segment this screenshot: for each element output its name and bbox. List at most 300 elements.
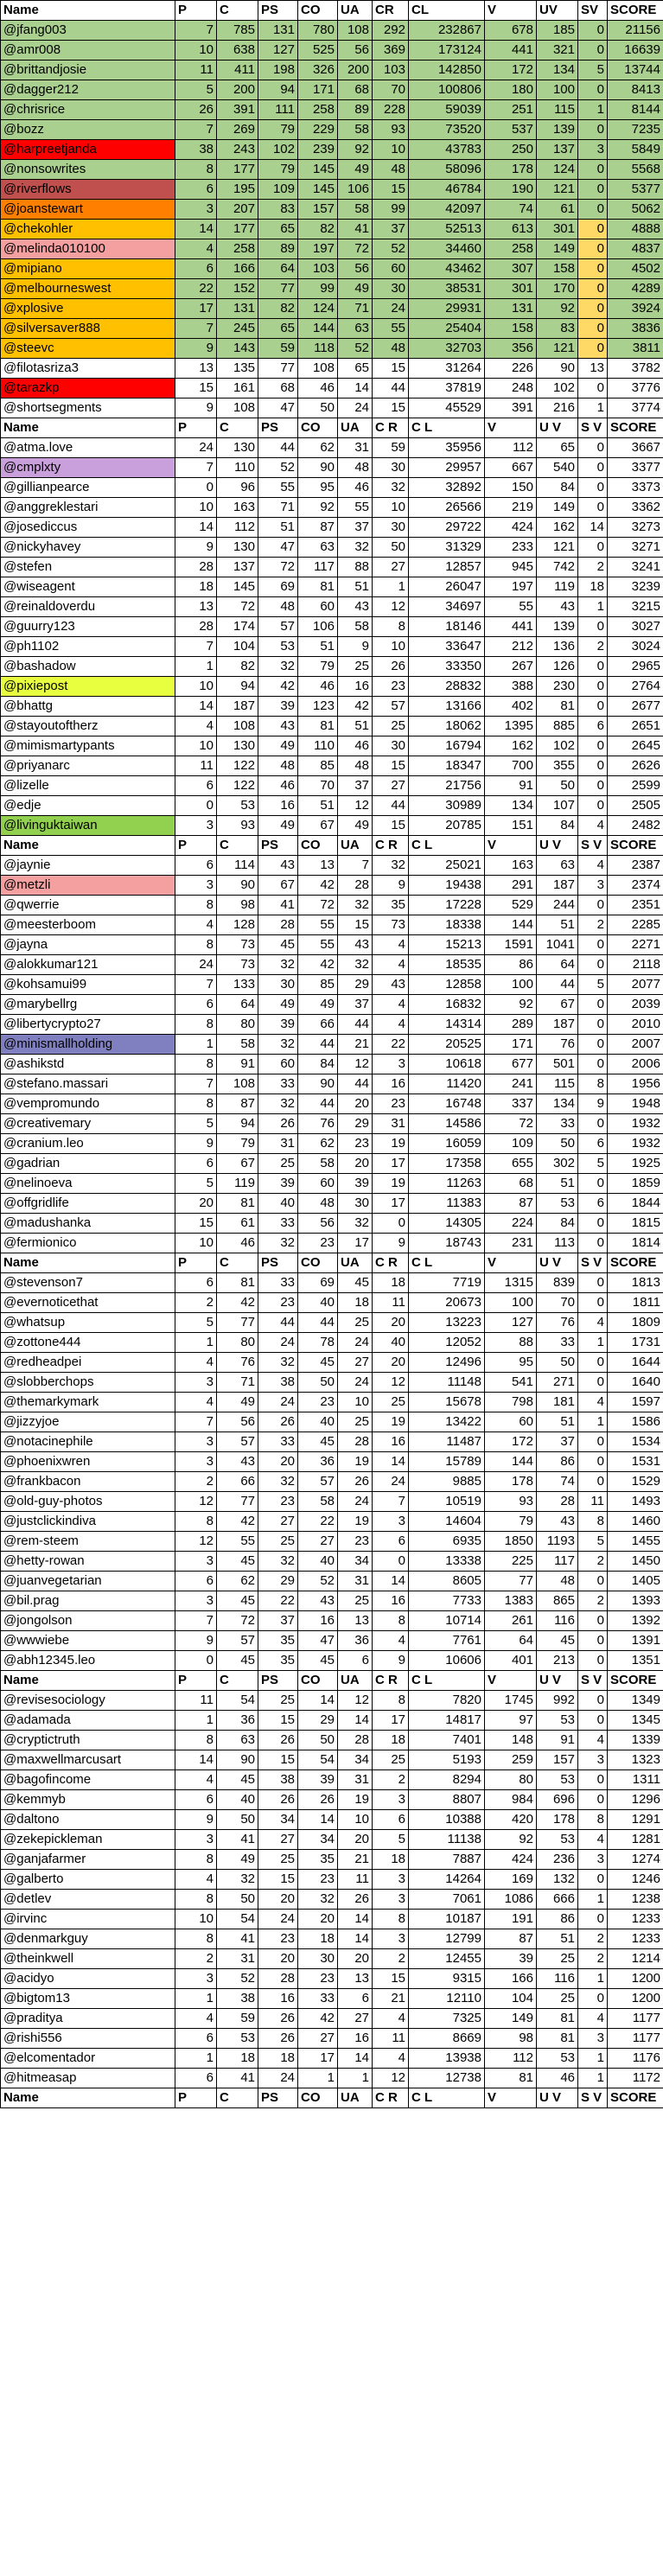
cell-sv: 1: [578, 2069, 608, 2088]
column-header-cl: C L: [409, 1671, 485, 1691]
cell-v: 613: [485, 220, 537, 239]
cell-co: 52: [298, 1572, 338, 1591]
cell-p: 7: [175, 1611, 217, 1631]
cell-v: 81: [485, 2069, 537, 2088]
cell-sv: 0: [578, 1273, 608, 1293]
username-cell: @cryptictruth: [1, 1731, 175, 1750]
username-cell: @theinkwell: [1, 1949, 175, 1969]
cell-ua: 36: [338, 1631, 373, 1651]
cell-cr: 8: [373, 1910, 409, 1929]
cell-ua: 39: [338, 1174, 373, 1194]
cell-ps: 22: [258, 1591, 298, 1611]
cell-c: 62: [217, 1572, 258, 1591]
cell-uv: 74: [537, 1472, 578, 1492]
cell-score: 3924: [608, 299, 663, 319]
cell-p: 14: [175, 220, 217, 239]
cell-cr: 3: [373, 1870, 409, 1890]
cell-co: 118: [298, 339, 338, 359]
table-row: [1, 955, 663, 975]
cell-score: 3024: [608, 637, 663, 657]
cell-cr: 14: [373, 1452, 409, 1472]
cell-co: 32: [298, 1890, 338, 1910]
cell-p: 6: [175, 1790, 217, 1810]
column-header-score: SCORE: [608, 836, 663, 856]
table-row: [1, 1969, 663, 1989]
column-header-ps: PS: [258, 1671, 298, 1691]
cell-v: 149: [485, 2009, 537, 2029]
cell-c: 411: [217, 61, 258, 80]
cell-cl: 14817: [409, 1711, 485, 1731]
table-row: [1, 1572, 663, 1591]
cell-uv: 185: [537, 21, 578, 41]
cell-ua: 44: [338, 1015, 373, 1035]
cell-sv: 0: [578, 319, 608, 339]
cell-ua: 19: [338, 1790, 373, 1810]
table-row: [1, 1790, 663, 1810]
cell-sv: 0: [578, 160, 608, 180]
table-row: [1, 876, 663, 896]
cell-p: 1: [175, 1711, 217, 1731]
table-row: [1, 1890, 663, 1910]
cell-uv: 51: [537, 1412, 578, 1432]
table-row: [1, 1929, 663, 1949]
cell-p: 3: [175, 816, 217, 836]
cell-sv: 0: [578, 1293, 608, 1313]
cell-cl: 13338: [409, 1552, 485, 1572]
cell-cr: 18: [373, 1731, 409, 1750]
cell-ps: 49: [258, 816, 298, 836]
cell-uv: 84: [537, 1214, 578, 1234]
username-cell: @silversaver888: [1, 319, 175, 339]
cell-uv: 302: [537, 1154, 578, 1174]
cell-cr: 1: [373, 577, 409, 597]
cell-cl: 12455: [409, 1949, 485, 1969]
cell-ps: 42: [258, 677, 298, 697]
cell-uv: 53: [537, 1711, 578, 1731]
cell-uv: 50: [537, 1134, 578, 1154]
column-header-co: CO: [298, 1671, 338, 1691]
cell-sv: 0: [578, 279, 608, 299]
cell-cl: 9885: [409, 1472, 485, 1492]
table-row: [1, 1512, 663, 1532]
table-row: [1, 1234, 663, 1253]
cell-p: 13: [175, 597, 217, 617]
cell-v: 60: [485, 1412, 537, 1432]
cell-v: 212: [485, 637, 537, 657]
column-header-ua: UA: [338, 1671, 373, 1691]
cell-ua: 10: [338, 1393, 373, 1412]
column-header-cr: C R: [373, 1253, 409, 1273]
cell-score: 2271: [608, 935, 663, 955]
username-cell: @libertycrypto27: [1, 1015, 175, 1035]
cell-v: 1086: [485, 1890, 537, 1910]
cell-score: 3027: [608, 617, 663, 637]
cell-sv: 0: [578, 339, 608, 359]
cell-co: 70: [298, 776, 338, 796]
cell-v: 158: [485, 319, 537, 339]
cell-ps: 30: [258, 975, 298, 995]
cell-cr: 30: [373, 458, 409, 478]
cell-score: 2387: [608, 856, 663, 876]
cell-cr: 40: [373, 1333, 409, 1353]
username-cell: @acidyo: [1, 1969, 175, 1989]
cell-uv: 100: [537, 80, 578, 100]
username-cell: @filotasriza3: [1, 359, 175, 379]
cell-ua: 11: [338, 1870, 373, 1890]
cell-uv: 355: [537, 756, 578, 776]
cell-ua: 1: [338, 2069, 373, 2088]
cell-uv: 301: [537, 220, 578, 239]
cell-co: 51: [298, 796, 338, 816]
cell-co: 23: [298, 1234, 338, 1253]
cell-ua: 52: [338, 339, 373, 359]
cell-ua: 25: [338, 1591, 373, 1611]
column-header-c: C: [217, 1671, 258, 1691]
username-cell: @hetty-rowan: [1, 1552, 175, 1572]
cell-cl: 232867: [409, 21, 485, 41]
cell-cl: 28832: [409, 677, 485, 697]
cell-sv: 1: [578, 597, 608, 617]
cell-c: 130: [217, 538, 258, 558]
cell-cl: 7719: [409, 1273, 485, 1293]
table-row: [1, 1870, 663, 1890]
cell-score: 1392: [608, 1611, 663, 1631]
cell-uv: 90: [537, 359, 578, 379]
cell-cr: 8: [373, 1691, 409, 1711]
table-row: [1, 41, 663, 61]
table-row: [1, 160, 663, 180]
cell-ua: 28: [338, 1731, 373, 1750]
cell-uv: 742: [537, 558, 578, 577]
cell-sv: 2: [578, 915, 608, 935]
username-cell: @meesterboom: [1, 915, 175, 935]
cell-cr: 228: [373, 100, 409, 120]
username-cell: @jayna: [1, 935, 175, 955]
cell-p: 7: [175, 637, 217, 657]
column-header-v: V: [485, 836, 537, 856]
column-header-ps: PS: [258, 2088, 298, 2108]
cell-cr: 50: [373, 538, 409, 558]
cell-cr: 31: [373, 1114, 409, 1134]
cell-cl: 32703: [409, 339, 485, 359]
cell-sv: 0: [578, 1234, 608, 1253]
cell-v: 98: [485, 2029, 537, 2049]
username-cell: @josediccus: [1, 518, 175, 538]
cell-ps: 111: [258, 100, 298, 120]
column-header-co: CO: [298, 2088, 338, 2108]
cell-ua: 32: [338, 955, 373, 975]
cell-ps: 41: [258, 896, 298, 915]
cell-c: 128: [217, 915, 258, 935]
table-row: [1, 1333, 663, 1353]
cell-c: 152: [217, 279, 258, 299]
cell-co: 63: [298, 538, 338, 558]
cell-p: 14: [175, 518, 217, 538]
username-cell: @stefano.massari: [1, 1074, 175, 1094]
cell-ua: 42: [338, 697, 373, 717]
table-row: [1, 538, 663, 558]
cell-c: 31: [217, 1949, 258, 1969]
cell-ua: 31: [338, 1572, 373, 1591]
cell-c: 166: [217, 259, 258, 279]
cell-p: 8: [175, 1094, 217, 1114]
cell-score: 1450: [608, 1552, 663, 1572]
cell-co: 27: [298, 1532, 338, 1552]
cell-co: 82: [298, 220, 338, 239]
cell-cl: 12799: [409, 1929, 485, 1949]
cell-uv: 230: [537, 677, 578, 697]
cell-ua: 15: [338, 915, 373, 935]
username-cell: @bozz: [1, 120, 175, 140]
cell-sv: 0: [578, 1373, 608, 1393]
cell-v: 1315: [485, 1273, 537, 1293]
cell-v: 424: [485, 518, 537, 538]
cell-p: 8: [175, 1015, 217, 1035]
cell-ps: 38: [258, 1770, 298, 1790]
cell-ps: 46: [258, 776, 298, 796]
cell-score: 21156: [608, 21, 663, 41]
cell-cr: 15: [373, 399, 409, 418]
username-cell: @qwerrie: [1, 896, 175, 915]
cell-cl: 16748: [409, 1094, 485, 1114]
column-header-co: CO: [298, 836, 338, 856]
cell-sv: 3: [578, 2029, 608, 2049]
cell-cr: 24: [373, 299, 409, 319]
cell-uv: 25: [537, 1949, 578, 1969]
username-cell: @dagger212: [1, 80, 175, 100]
table-row: [1, 1214, 663, 1234]
cell-ps: 44: [258, 1313, 298, 1333]
username-cell: @daltono: [1, 1810, 175, 1830]
cell-co: 49: [298, 995, 338, 1015]
cell-sv: 0: [578, 498, 608, 518]
cell-cl: 12738: [409, 2069, 485, 2088]
cell-score: 7235: [608, 120, 663, 140]
cell-cr: 16: [373, 1432, 409, 1452]
cell-sv: 9: [578, 1094, 608, 1114]
cell-p: 5: [175, 1313, 217, 1333]
cell-v: 100: [485, 975, 537, 995]
cell-ua: 32: [338, 1214, 373, 1234]
cell-v: 388: [485, 677, 537, 697]
cell-score: 2599: [608, 776, 663, 796]
cell-co: 23: [298, 1969, 338, 1989]
cell-ua: 21: [338, 1850, 373, 1870]
table-row: [1, 100, 663, 120]
table-row: [1, 1094, 663, 1114]
cell-score: 2077: [608, 975, 663, 995]
cell-score: 1597: [608, 1393, 663, 1412]
table-row: [1, 21, 663, 41]
column-header-ps: PS: [258, 1253, 298, 1273]
cell-ua: 23: [338, 1134, 373, 1154]
cell-sv: 0: [578, 80, 608, 100]
cell-cr: 10: [373, 637, 409, 657]
cell-uv: 187: [537, 1015, 578, 1035]
cell-c: 93: [217, 816, 258, 836]
cell-p: 6: [175, 995, 217, 1015]
cell-score: 1640: [608, 1373, 663, 1393]
cell-ps: 83: [258, 200, 298, 220]
cell-ua: 19: [338, 1452, 373, 1472]
cell-c: 245: [217, 319, 258, 339]
column-header-p: P: [175, 1, 217, 21]
cell-p: 10: [175, 498, 217, 518]
cell-p: 20: [175, 1194, 217, 1214]
cell-c: 45: [217, 1552, 258, 1572]
cell-c: 67: [217, 1154, 258, 1174]
cell-v: 441: [485, 617, 537, 637]
cell-co: 106: [298, 617, 338, 637]
cell-v: 307: [485, 259, 537, 279]
cell-score: 2651: [608, 717, 663, 736]
cell-uv: 67: [537, 995, 578, 1015]
cell-co: 87: [298, 518, 338, 538]
cell-ps: 198: [258, 61, 298, 80]
table-row: [1, 776, 663, 796]
cell-v: 148: [485, 1731, 537, 1750]
cell-cl: 45529: [409, 399, 485, 418]
cell-ps: 33: [258, 1273, 298, 1293]
cell-ua: 12: [338, 1055, 373, 1074]
cell-sv: 0: [578, 955, 608, 975]
column-header-cl: C L: [409, 418, 485, 438]
cell-uv: 50: [537, 776, 578, 796]
cell-cl: 15213: [409, 935, 485, 955]
cell-p: 8: [175, 1512, 217, 1532]
cell-cl: 29931: [409, 299, 485, 319]
cell-v: 233: [485, 538, 537, 558]
cell-sv: 5: [578, 1154, 608, 1174]
table-row: [1, 1412, 663, 1432]
cell-co: 45: [298, 1651, 338, 1671]
column-header-name: Name: [1, 1671, 175, 1691]
header-row: [1, 1253, 663, 1273]
username-cell: @adamada: [1, 1711, 175, 1731]
cell-p: 8: [175, 1850, 217, 1870]
column-header-name: Name: [1, 836, 175, 856]
username-cell: @juanvegetarian: [1, 1572, 175, 1591]
table-row: [1, 1134, 663, 1154]
column-header-ua: UA: [338, 2088, 373, 2108]
cell-co: 197: [298, 239, 338, 259]
table-row: [1, 1373, 663, 1393]
cell-c: 49: [217, 1850, 258, 1870]
cell-uv: 213: [537, 1651, 578, 1671]
cell-c: 96: [217, 478, 258, 498]
username-cell: @ph1102: [1, 637, 175, 657]
cell-score: 5062: [608, 200, 663, 220]
table-row: [1, 498, 663, 518]
cell-cr: 8: [373, 617, 409, 637]
cell-cr: 12: [373, 2069, 409, 2088]
cell-cl: 7820: [409, 1691, 485, 1711]
cell-c: 41: [217, 1830, 258, 1850]
cell-c: 45: [217, 1770, 258, 1790]
username-cell: @bashadow: [1, 657, 175, 677]
table-row: [1, 180, 663, 200]
cell-ua: 51: [338, 717, 373, 736]
cell-cr: 12: [373, 597, 409, 617]
cell-c: 38: [217, 1989, 258, 2009]
cell-p: 7: [175, 319, 217, 339]
username-cell: @rem-steem: [1, 1532, 175, 1552]
cell-score: 1809: [608, 1313, 663, 1333]
cell-ua: 12: [338, 796, 373, 816]
cell-uv: 137: [537, 140, 578, 160]
cell-c: 112: [217, 518, 258, 538]
cell-co: 60: [298, 597, 338, 617]
cell-co: 43: [298, 1591, 338, 1611]
username-cell: @nickyhavey: [1, 538, 175, 558]
cell-ua: 24: [338, 1373, 373, 1393]
cell-ua: 14: [338, 1929, 373, 1949]
cell-p: 6: [175, 1572, 217, 1591]
cell-ua: 58: [338, 200, 373, 220]
column-header-name: Name: [1, 1, 175, 21]
cell-co: 90: [298, 458, 338, 478]
cell-v: 190: [485, 180, 537, 200]
cell-cl: 13422: [409, 1412, 485, 1432]
cell-cr: 4: [373, 935, 409, 955]
cell-cr: 26: [373, 657, 409, 677]
cell-cl: 25404: [409, 319, 485, 339]
cell-score: 1323: [608, 1750, 663, 1770]
cell-cl: 15789: [409, 1452, 485, 1472]
cell-co: 44: [298, 1035, 338, 1055]
cell-co: 110: [298, 736, 338, 756]
cell-c: 57: [217, 1432, 258, 1452]
cell-ps: 82: [258, 299, 298, 319]
cell-sv: 8: [578, 1074, 608, 1094]
column-header-sv: S V: [578, 418, 608, 438]
cell-ps: 77: [258, 279, 298, 299]
cell-cr: 103: [373, 61, 409, 80]
cell-cr: 93: [373, 120, 409, 140]
cell-uv: 86: [537, 1452, 578, 1472]
cell-p: 15: [175, 379, 217, 399]
cell-ua: 55: [338, 498, 373, 518]
cell-cl: 37819: [409, 379, 485, 399]
cell-c: 133: [217, 975, 258, 995]
cell-ua: 19: [338, 1512, 373, 1532]
cell-ps: 23: [258, 1293, 298, 1313]
table-row: [1, 1731, 663, 1750]
cell-ua: 71: [338, 299, 373, 319]
cell-uv: 124: [537, 160, 578, 180]
column-header-cl: CL: [409, 1, 485, 21]
cell-c: 258: [217, 239, 258, 259]
cell-cl: 15678: [409, 1393, 485, 1412]
cell-sv: 0: [578, 220, 608, 239]
cell-co: 20: [298, 1910, 338, 1929]
cell-co: 23: [298, 1870, 338, 1890]
cell-ps: 48: [258, 597, 298, 617]
cell-cl: 59039: [409, 100, 485, 120]
cell-ua: 48: [338, 458, 373, 478]
cell-v: 171: [485, 1035, 537, 1055]
cell-v: 80: [485, 1770, 537, 1790]
cell-co: 17: [298, 2049, 338, 2069]
cell-co: 258: [298, 100, 338, 120]
cell-uv: 63: [537, 856, 578, 876]
username-cell: @anggreklestari: [1, 498, 175, 518]
cell-sv: 4: [578, 1731, 608, 1750]
cell-cr: 25: [373, 717, 409, 736]
cell-p: 2: [175, 1949, 217, 1969]
cell-ps: 47: [258, 538, 298, 558]
cell-co: 39: [298, 1770, 338, 1790]
